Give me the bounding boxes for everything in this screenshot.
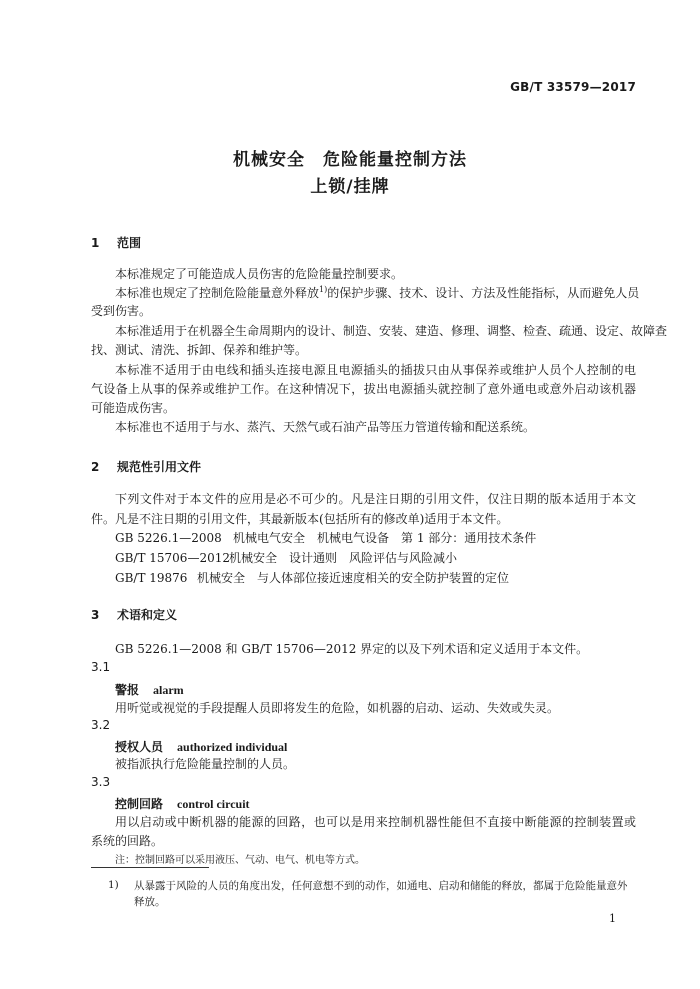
term-definition: 用以启动或中断机器的能源的回路，也可以是用来控制机器性能但不直接中断能源的控制装置或	[115, 815, 636, 829]
paragraph-line: 本标准规定了可能造成人员伤害的危险能量控制要求。	[115, 267, 404, 281]
term-name-zh: 警报	[115, 683, 140, 697]
paragraph-line: 下列文件对于本文件的应用是必不可少的。凡是注日期的引用文件，仅注日期的版本适用于本文	[115, 492, 636, 506]
paragraph-line: 找、测试、清洗、拆卸、保养和维护等。	[91, 343, 308, 357]
term-number: 3.1	[91, 660, 111, 674]
section-1-heading	[91, 234, 141, 251]
section-number: 2	[91, 460, 100, 474]
term-definition: 用听觉或视觉的手段提醒人员即将发生的危险，如机器的启动、运动、失效或失灵。	[115, 701, 560, 715]
section-title: 术语和定义	[117, 608, 178, 622]
reference-title: 机械安全 设计通则 风险评估与风险减小	[229, 551, 458, 565]
footnote-divider	[91, 867, 209, 868]
paragraph-text: 本标准也规定了控制危险能量意外释放	[115, 286, 320, 300]
reference-code: GB/T 15706—2012	[115, 551, 230, 565]
paragraph-line: 本标准也不适用于与水、蒸汽、天然气或石油产品等压力管道传输和配送系统。	[115, 420, 536, 434]
section-title: 规范性引用文件	[117, 460, 202, 474]
section-2-heading	[91, 458, 201, 475]
footnote-mark: 1)	[108, 879, 119, 891]
section-number: 1	[91, 236, 100, 250]
paragraph-line: 气设备上从事的保养或维护工作。在这种情况下，拔出电源插头就控制了意外通电或意外启动该机器	[91, 382, 636, 396]
section-title: 范围	[117, 236, 142, 250]
term-name-en: alarm	[153, 683, 184, 697]
paragraph-line: 可能造成伤害。	[91, 401, 176, 415]
term-name-zh: 授权人员	[115, 740, 164, 754]
term-number: 3.2	[91, 718, 111, 732]
normative-reference	[115, 530, 660, 546]
term-definition: 系统的回路。	[91, 834, 164, 848]
reference-title: 机械安全 与人体部位接近速度相关的安全防护装置的定位	[197, 571, 510, 585]
term-name	[115, 681, 184, 698]
section-number: 3	[91, 608, 100, 622]
footnote-line: 从暴露于风险的人员的角度出发，任何意想不到的动作，如通电、启动和储能的释放，都属于危险能量意外	[134, 880, 628, 892]
reference-code: GB/T 19876	[115, 571, 188, 585]
term-name-zh: 控制回路	[115, 797, 164, 811]
paragraph-text: 的保护步骤、技术、设计、方法及性能指标，从而避免人员	[327, 286, 640, 300]
normative-reference	[115, 550, 660, 566]
document-subtitle: 上锁/挂牌	[310, 177, 390, 197]
section-3-heading	[91, 606, 177, 623]
paragraph-line: 受到伤害。	[91, 304, 152, 318]
page-number: 1	[609, 912, 616, 925]
paragraph-line: 本标准不适用于由电线和插头连接电源且电源插头的插拔只由从事保养或维护人员个人控制的电	[115, 363, 636, 377]
document-title: 机械安全 危险能量控制方法	[233, 150, 467, 170]
term-name-en: control circuit	[177, 797, 250, 811]
paragraph-line: 件。凡是不注日期的引用文件，其最新版本(包括所有的修改单)适用于本文件。	[91, 512, 509, 526]
footnote-reference: 1)	[319, 285, 328, 294]
paragraph-line: 本标准适用于在机器全生命周期内的设计、制造、安装、建造、修理、调整、检查、疏通、设定、故障查	[115, 324, 668, 338]
term-name	[115, 738, 287, 755]
term-number: 3.3	[91, 775, 111, 789]
reference-title: 机械电气安全 机械电气设备 第 1 部分：通用技术条件	[233, 531, 537, 545]
reference-code: GB 5226.1—2008	[115, 531, 222, 545]
term-definition: 被指派执行危险能量控制的人员。	[115, 757, 296, 771]
standard-code: GB/T 33579—2017	[510, 80, 636, 94]
paragraph-line	[115, 285, 640, 301]
term-note: 注：控制回路可以采用液压、气动、电气、机电等方式。	[115, 855, 365, 866]
term-name	[115, 795, 250, 812]
term-name-en: authorized individual	[177, 740, 288, 754]
footnote-line: 释放。	[134, 896, 166, 908]
paragraph-line: GB 5226.1—2008 和 GB/T 15706—2012 界定的以及下列术语和定义适用于本文件。	[115, 642, 589, 656]
normative-reference	[115, 570, 660, 586]
